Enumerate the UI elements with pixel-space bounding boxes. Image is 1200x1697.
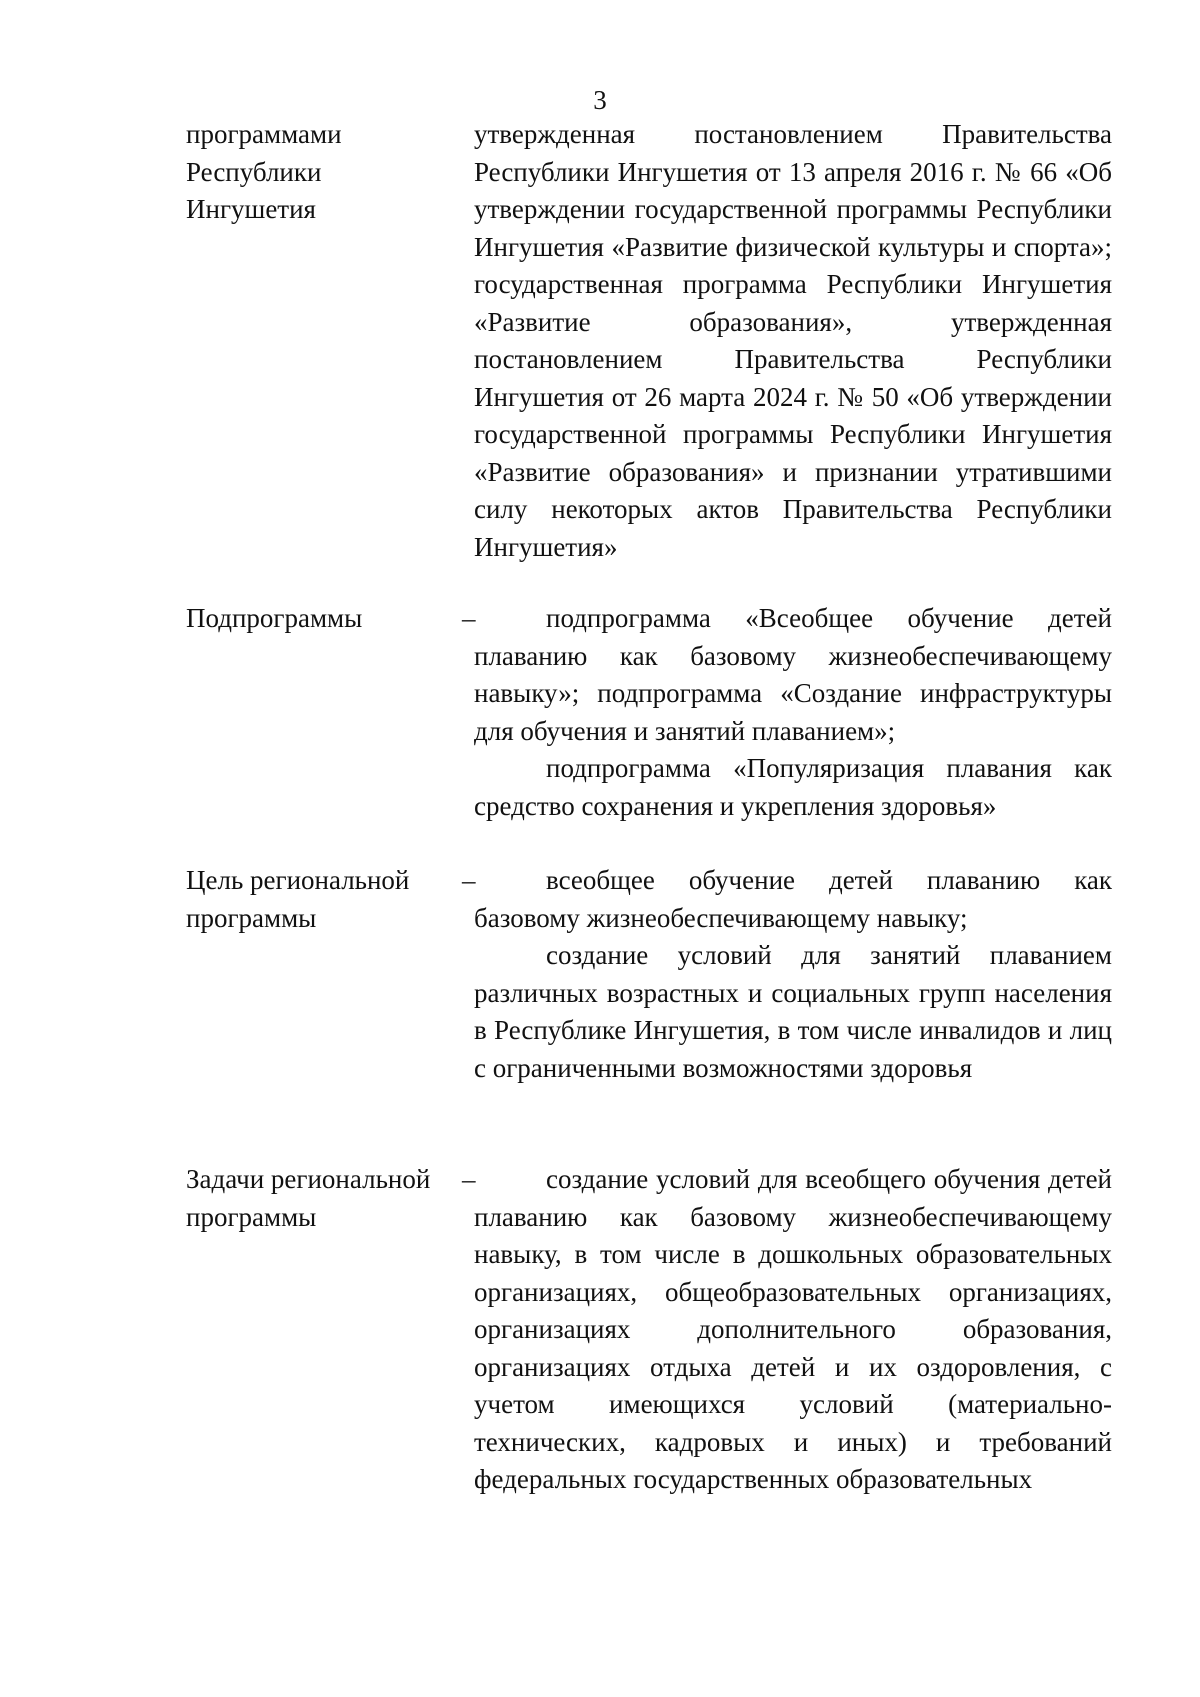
row-label: Подпрограммы — [186, 603, 363, 633]
row-dash: – — [462, 603, 476, 633]
page-number: 3 — [593, 85, 607, 115]
row-paragraph: создание условий для занятий плаванием различных возрастных и социальных групп населения в Республике Ингушетия, в том числе инвалидов и лиц с ограниченными возможностями здоровья — [474, 940, 1112, 1083]
row-value — [474, 116, 1112, 566]
row-label: Задачи региональной программы — [186, 1164, 431, 1232]
row-dash: – — [462, 865, 476, 895]
row-value — [474, 600, 1112, 825]
row-paragraph: всеобщее обучение детей плаванию как базовому жизнеобеспечивающему навыку; — [474, 865, 1112, 933]
row-dash: – — [462, 1164, 476, 1194]
row-paragraph: подпрограмма «Всеобщее обучение детей плаванию как базовому жизнеобеспечивающему навыку»; подпрограмма «Создание инфраструктуры для обучения и занятий плаванием»; — [474, 603, 1112, 746]
row-label: Цель региональной программы — [186, 865, 410, 933]
row-paragraph: создание условий для всеобщего обучения детей плаванию как базовому жизнеобеспечивающему навыку, в том числе в дошкольных образовательных организациях, общеобразовательных организациях, организациях дополнительного образования, организациях отдыха детей и их оздоровления, с учетом имеющихся условий (материально-технических, кадровых и иных) и требований федеральных государственных образовательных — [474, 1164, 1112, 1494]
row-value — [474, 862, 1112, 1087]
row-paragraph: утвержденная постановлением Правительства Республики Ингушетия от 13 апреля 2016 г. № 66 «Об утверждении государственной программы Республики Ингушетия «Развитие физической культуры и спорта»; государственная программа Республики Ингушетия «Развитие образования», утвержденная постановлением Правительства Республики Ингушетия от 26 марта 2024 г. № 50 «Об утверждении государственной программы Республики Ингушетия «Развитие образования» и признании утратившими силу некоторых актов Правительства Республики Ингушетия» — [474, 119, 1112, 562]
row-label: программами Республики Ингушетия — [186, 119, 342, 224]
row-paragraph: подпрограмма «Популяризация плавания как средство сохранения и укрепления здоровья» — [474, 753, 1112, 821]
row-value — [474, 1161, 1112, 1499]
